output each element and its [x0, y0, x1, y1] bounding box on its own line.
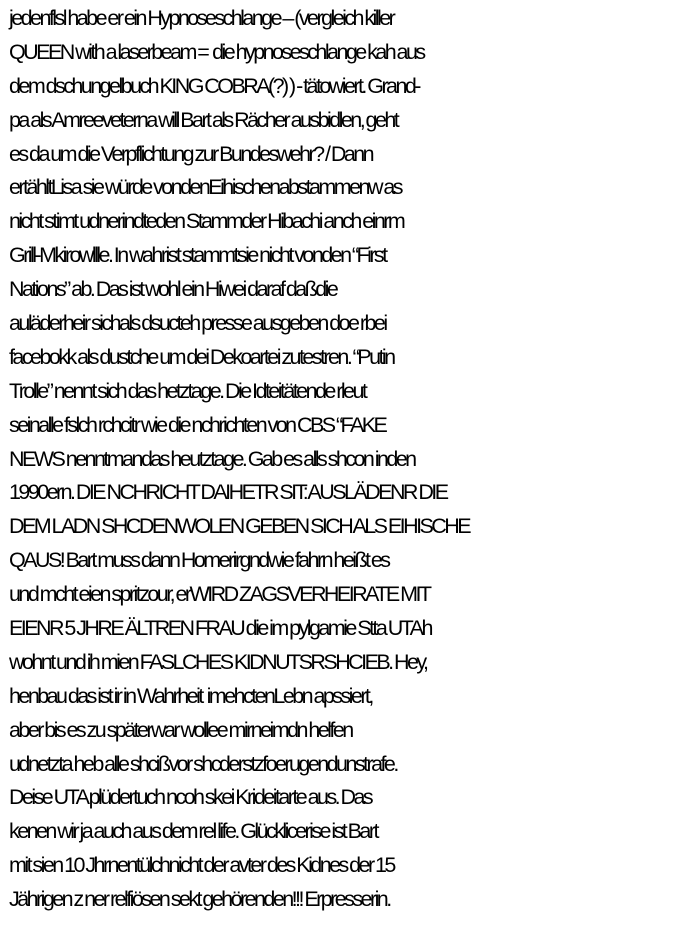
text-line: seinalle fslch rchcitr wie die nchrichten von CBS “FAKE — [9, 412, 386, 437]
text-line: wohnt und ih mien FASLCHES KIDNUTSRSHCIEB. Hey, — [9, 649, 427, 674]
text-line: Grill-Mkirowllle. In wahrist stammtsie nicht vonden “First — [9, 243, 386, 268]
text-line: NEWS nenntmandas heutztage. Gab es alls shcon inden — [9, 446, 415, 471]
text-line: QAUS! Bart muss dann Homerirgndwie fahrn heißt es — [9, 548, 389, 573]
text-line: DEM LADN SHCDENWOLEN GEBEN SICH ALS EIHISCHE — [9, 514, 470, 539]
body-text — [9, 2, 684, 917]
text-line: jedenflsl habe er ein Hypnoseschlange – (vergleich killer — [9, 6, 394, 30]
text-line: Deise UTA plüdertuch ncoh skei Krideitarte aus. Das — [9, 785, 372, 810]
text-line: Nations” ab. Das ist wohl ein Hiwei daraf daßdie — [9, 277, 337, 302]
text-line: henbau das ist ir in Wahrheit imehctenLebn apssiert, — [9, 683, 372, 708]
text-line: pa als Amreeveterna will Bart als Rächer ausbidlen, geht — [9, 107, 398, 132]
text-line: dem dschungelbuch KING COBRA(?) ) - tätowiert. Grand- — [9, 73, 419, 98]
text-line: Trolle” nennt sich das hetztage. Die Idteitätende rleut — [9, 378, 366, 403]
text-line: udnetzta heb alle shcißvor shcderstzfoerugendunstrafe. — [9, 751, 397, 776]
text-line: Jährigen z ner relfiösen sekt gehörenden!!! Erpresserin. — [9, 887, 390, 912]
text-line: mit sien 10 Jhrnentülchnicht der avter des Kidnes der 15 — [9, 853, 394, 878]
text-line: es da um die Verpflichtung zur Bundeswehr? / Dann — [9, 141, 373, 166]
text-line: 1990ern. DIE NCHRICHT DAIHETR SIT: AUSLÄDENR DIE — [9, 480, 447, 505]
text-line: aber bis es zu späterwar wollee mirneimdn helfen — [9, 717, 352, 742]
text-line: facebokk als dustche um dei Dekoartei zutestren. “Putin — [9, 344, 394, 369]
text-line: kenen wir ja auch aus dem rel life. Glücklicerise ist Bart — [9, 819, 377, 844]
text-line: EIENR 5 JHRE ÄLTREN FRAU die im pylgamie Stta UTAh — [9, 616, 431, 641]
text-line: auläderheir sichals dsucteh presse ausgeben doe rbei — [9, 311, 386, 336]
text-line: QUEEN with a laserbeam = die hypnoseschlange kah aus — [9, 39, 424, 64]
text-line: nicht stimt udnerindteden Stammder Hibachi anch einrm — [9, 209, 404, 234]
text-line: und mcht eien spritzour, erWIRD ZAGSVERHEIRATE MIT — [9, 582, 430, 607]
text-line: ertähltLisa sie würde vondenEihischenabstammenw as — [9, 175, 401, 200]
